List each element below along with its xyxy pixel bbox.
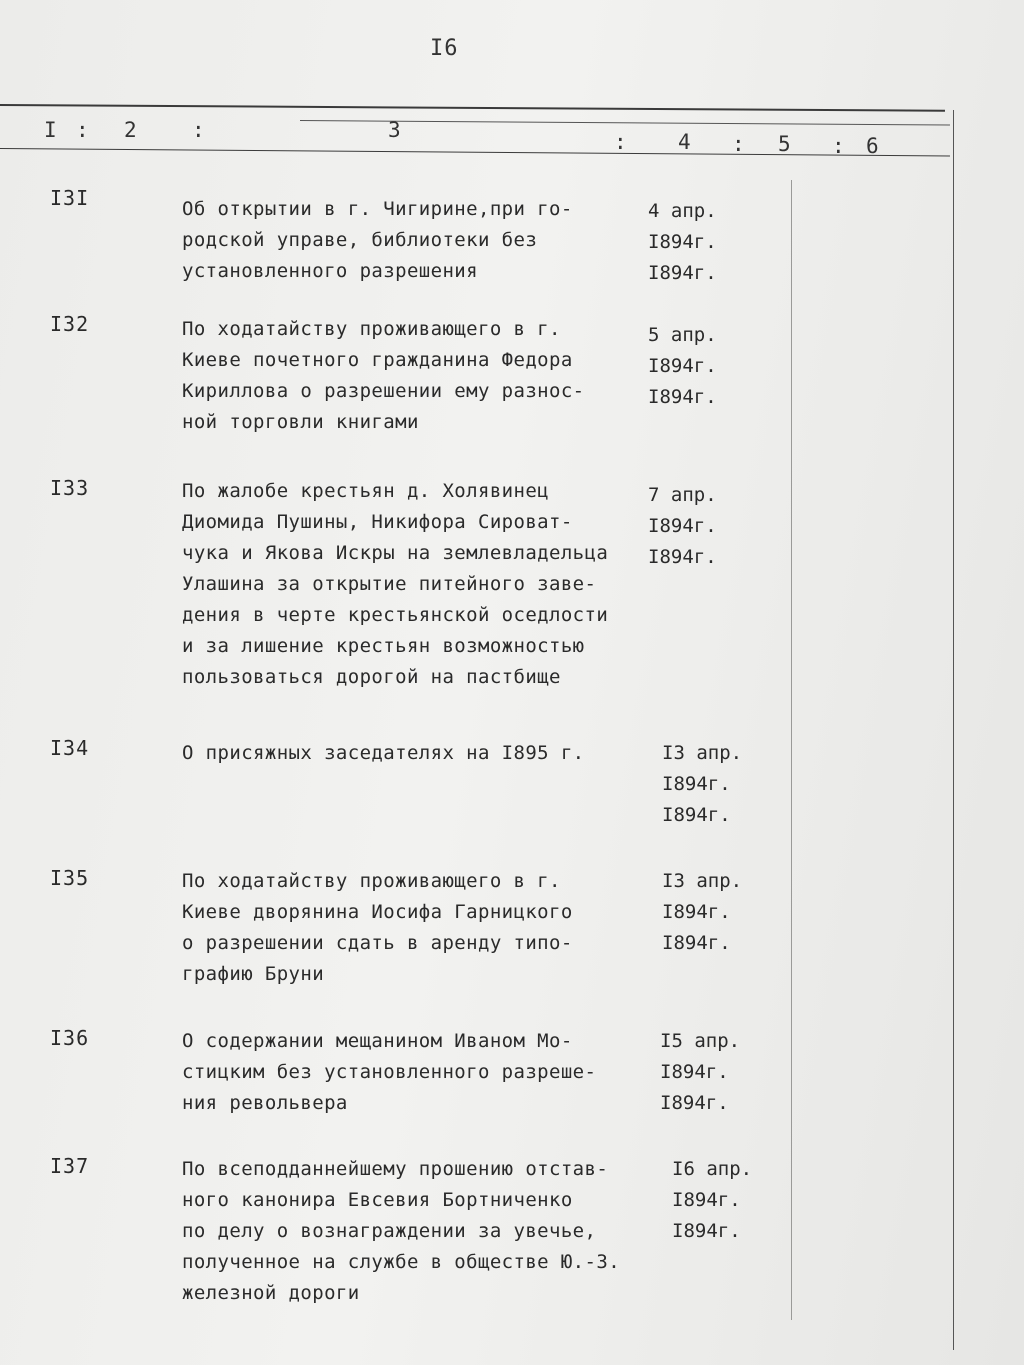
header-separator: : [732, 132, 745, 156]
date-value: 7 апр. [648, 484, 717, 506]
description-line: Об открытии в г. Чигирине,при го- [182, 198, 573, 220]
description-line: По всеподданнейшему прошению отстав- [182, 1158, 609, 1180]
header-col-4: 4 [678, 130, 691, 154]
description-line: По ходатайству проживающего в г. [182, 318, 561, 340]
date-value: I894г. [648, 515, 717, 537]
description-line: полученное на службе в обществе Ю.-З. [182, 1251, 621, 1273]
date-value: I894г. [662, 901, 731, 923]
date-value: I894г. [648, 546, 717, 568]
description-line: О присяжных заседателях на I895 г. [182, 742, 585, 764]
entry-number: I37 [50, 1154, 90, 1178]
header-bottom-rule [0, 148, 950, 156]
date-value: I894г. [648, 262, 717, 284]
entry-number: I35 [50, 866, 90, 890]
header-col-2: 2 [124, 118, 137, 142]
header-separator: : [192, 118, 205, 142]
description-line: О содержании мещанином Иваном Мо- [182, 1030, 573, 1052]
header-separator: : [614, 130, 627, 154]
page-number: I6 [430, 36, 459, 61]
description-line: чука и Якова Искры на землевладельца [182, 542, 609, 564]
entry-dates [648, 196, 717, 289]
header-col-5: 5 [778, 132, 791, 156]
date-value: I894г. [648, 231, 717, 253]
date-value: I5 апр. [660, 1030, 741, 1052]
header-col-1: I [44, 118, 57, 142]
date-value: 5 апр. [648, 324, 717, 346]
description-line: Киеве дворянина Иосифа Гарницкого [182, 901, 573, 923]
description-line: дения в черте крестьянской оседлости [182, 604, 609, 626]
column-divider [953, 110, 954, 1350]
entry-description [182, 866, 662, 990]
description-line: стицким без установленного разреше- [182, 1061, 597, 1083]
description-line: Диомида Пушины, Никифора Сироват- [182, 511, 573, 533]
description-line: установленного разрешения [182, 260, 478, 282]
table-top-rule [0, 104, 945, 112]
description-line: по делу о вознаграждении за увечье, [182, 1220, 597, 1242]
entry-dates [648, 320, 717, 413]
description-line: пользоваться дорогой на пастбище [182, 666, 561, 688]
entry-dates [672, 1154, 752, 1247]
date-value: I894г. [672, 1220, 741, 1242]
entry-dates [648, 480, 717, 573]
description-line: железной дороги [182, 1282, 360, 1304]
date-value: I894г. [648, 386, 717, 408]
description-line: о разрешении сдать в аренду типо- [182, 932, 573, 954]
entry-description [182, 1154, 662, 1309]
entry-number: I3I [50, 186, 90, 210]
header-col-6: 6 [866, 134, 879, 158]
column-divider [791, 180, 792, 1320]
header-col-3: 3 [388, 118, 401, 142]
date-value: I894г. [672, 1189, 741, 1211]
entry-number: I32 [50, 312, 90, 336]
entry-description [182, 194, 662, 287]
description-line: Киеве почетного гражданина Федора [182, 349, 573, 371]
header-separator: : [832, 134, 845, 158]
entry-number: I33 [50, 476, 90, 500]
entry-description [182, 1026, 662, 1119]
entry-dates [662, 738, 742, 831]
description-line: ного канонира Евсевия Бортниченко [182, 1189, 573, 1211]
entry-description [182, 738, 662, 769]
date-value: I3 апр. [662, 870, 743, 892]
date-value: I3 апр. [662, 742, 743, 764]
date-value: I894г. [660, 1092, 729, 1114]
description-line: По жалобе крестьян д. Холявинец [182, 480, 550, 502]
description-line: Кириллова о разрешении ему разнос- [182, 380, 585, 402]
description-line: и за лишение крестьян возможностью [182, 635, 585, 657]
date-value: I6 апр. [672, 1158, 753, 1180]
description-line: По ходатайству проживающего в г. [182, 870, 561, 892]
entry-dates [660, 1026, 740, 1119]
description-line: Улашина за открытие питейного заве- [182, 573, 597, 595]
description-line: графию Бруни [182, 963, 325, 985]
date-value: I894г. [662, 773, 731, 795]
description-line: родской управе, библиотеки без [182, 229, 538, 251]
date-value: 4 апр. [648, 200, 717, 222]
entry-number: I36 [50, 1026, 90, 1050]
date-value: I894г. [660, 1061, 729, 1083]
date-value: I894г. [648, 355, 717, 377]
description-line: ной торговли книгами [182, 411, 419, 433]
entry-description [182, 476, 662, 693]
date-value: I894г. [662, 804, 731, 826]
description-line: ния револьвера [182, 1092, 348, 1114]
header-separator: : [76, 118, 89, 142]
date-value: I894г. [662, 932, 731, 954]
entry-dates [662, 866, 742, 959]
entry-number: I34 [50, 736, 90, 760]
entry-description [182, 314, 662, 438]
